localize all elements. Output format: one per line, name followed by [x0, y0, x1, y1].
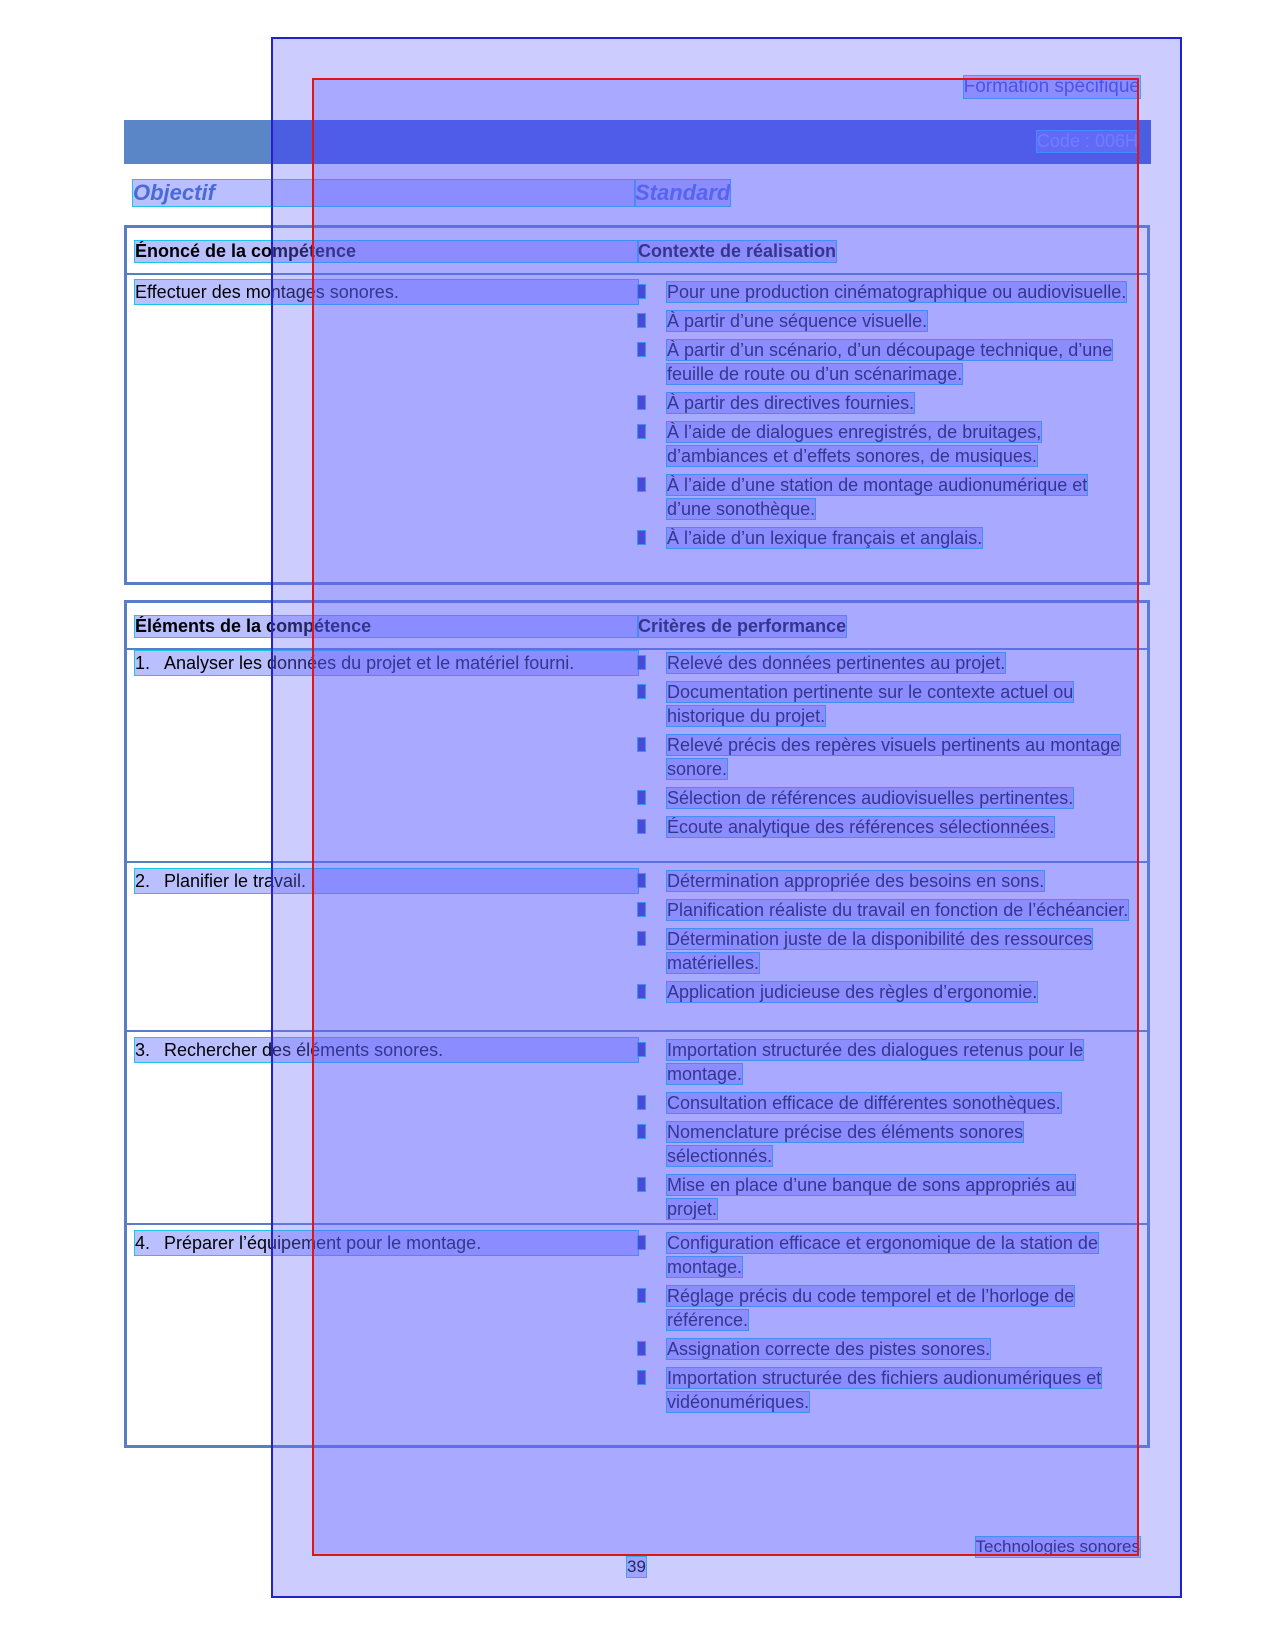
criterion-text: À partir d’un scénario, d’un découpage technique, d’une feuille de route ou d’un scénarimage.: [667, 340, 1113, 384]
element-number: 2.: [135, 871, 151, 891]
criterion-text: Mise en place d’une banque de sons appropriés au projet.: [667, 1175, 1076, 1219]
criterion-text: À l’aide d’une station de montage audionumérique et d’une sonothèque.: [667, 475, 1088, 519]
criterion-text: Assignation correcte des pistes sonores.: [667, 1339, 991, 1359]
section-title: Formation spécifique: [963, 76, 1140, 97]
criterion-text: Relevé des données pertinentes au projet.: [667, 653, 1006, 673]
criterion-text: Documentation pertinente sur le contexte actuel ou historique du projet.: [667, 682, 1074, 726]
criterion-text: À partir des directives fournies.: [667, 393, 915, 413]
criterion-text: Sélection de références audiovisuelles pertinentes.: [667, 788, 1074, 808]
criterion-text: À l’aide de dialogues enregistrés, de bruitages, d’ambiances et d’effets sonores, de musiques.: [667, 422, 1042, 466]
element-number: 3.: [135, 1040, 151, 1060]
criteria-heading: Critères de performance: [638, 616, 847, 636]
criterion-text: Écoute analytique des références sélectionnées.: [667, 817, 1055, 837]
criterion-text: Planification réaliste du travail en fonction de l’échéancier.: [667, 900, 1129, 920]
criterion-text: À l’aide d’un lexique français et anglais.: [667, 528, 983, 548]
standard-heading: Standard: [635, 180, 731, 205]
page-number: 39: [627, 1557, 646, 1576]
elements-heading: Éléments de la compétence: [135, 616, 638, 637]
criterion-text: Application judicieuse des règles d’ergonomie.: [667, 982, 1038, 1002]
competency-code: Code : 006H: [1036, 131, 1138, 151]
element-text: Planifier le travail.: [164, 871, 307, 891]
criterion-text: Réglage précis du code temporel et de l’horloge de référence.: [667, 1286, 1075, 1330]
criterion-text: Consultation efficace de différentes sonothèques.: [667, 1093, 1061, 1113]
competence-statement: Effectuer des montages sonores.: [135, 280, 638, 304]
context-heading: Contexte de réalisation: [638, 241, 837, 261]
criterion-text: À partir d’une séquence visuelle.: [667, 311, 928, 331]
element-text: Analyser les données du projet et le matériel fourni.: [164, 653, 575, 673]
objective-heading: Objectif: [133, 180, 635, 206]
criterion-text: Configuration efficace et ergonomique de la station de montage.: [667, 1233, 1098, 1277]
element-text: Rechercher des éléments sonores.: [164, 1040, 444, 1060]
criterion-text: Détermination appropriée des besoins en sons.: [667, 871, 1045, 891]
inner-selection-overlay: [312, 78, 1139, 1556]
criterion-text: Pour une production cinématographique ou audiovisuelle.: [667, 282, 1127, 302]
criterion-text: Nomenclature précise des éléments sonores sélectionnés.: [667, 1122, 1024, 1166]
criterion-text: Importation structurée des fichiers audionumériques et vidéonumériques.: [667, 1368, 1102, 1412]
element-number: 4.: [135, 1233, 151, 1253]
element-text: Préparer l’équipement pour le montage.: [164, 1233, 482, 1253]
statement-heading: Énoncé de la compétence: [135, 241, 638, 262]
header-band-accent: [124, 120, 271, 164]
criterion-text: Importation structurée des dialogues retenus pour le montage.: [667, 1040, 1084, 1084]
criterion-text: Détermination juste de la disponibilité des ressources matérielles.: [667, 929, 1093, 973]
element-number: 1.: [135, 653, 151, 673]
criterion-text: Relevé précis des repères visuels pertinents au montage sonore.: [667, 735, 1121, 779]
program-name: Technologies sonores: [975, 1537, 1140, 1556]
